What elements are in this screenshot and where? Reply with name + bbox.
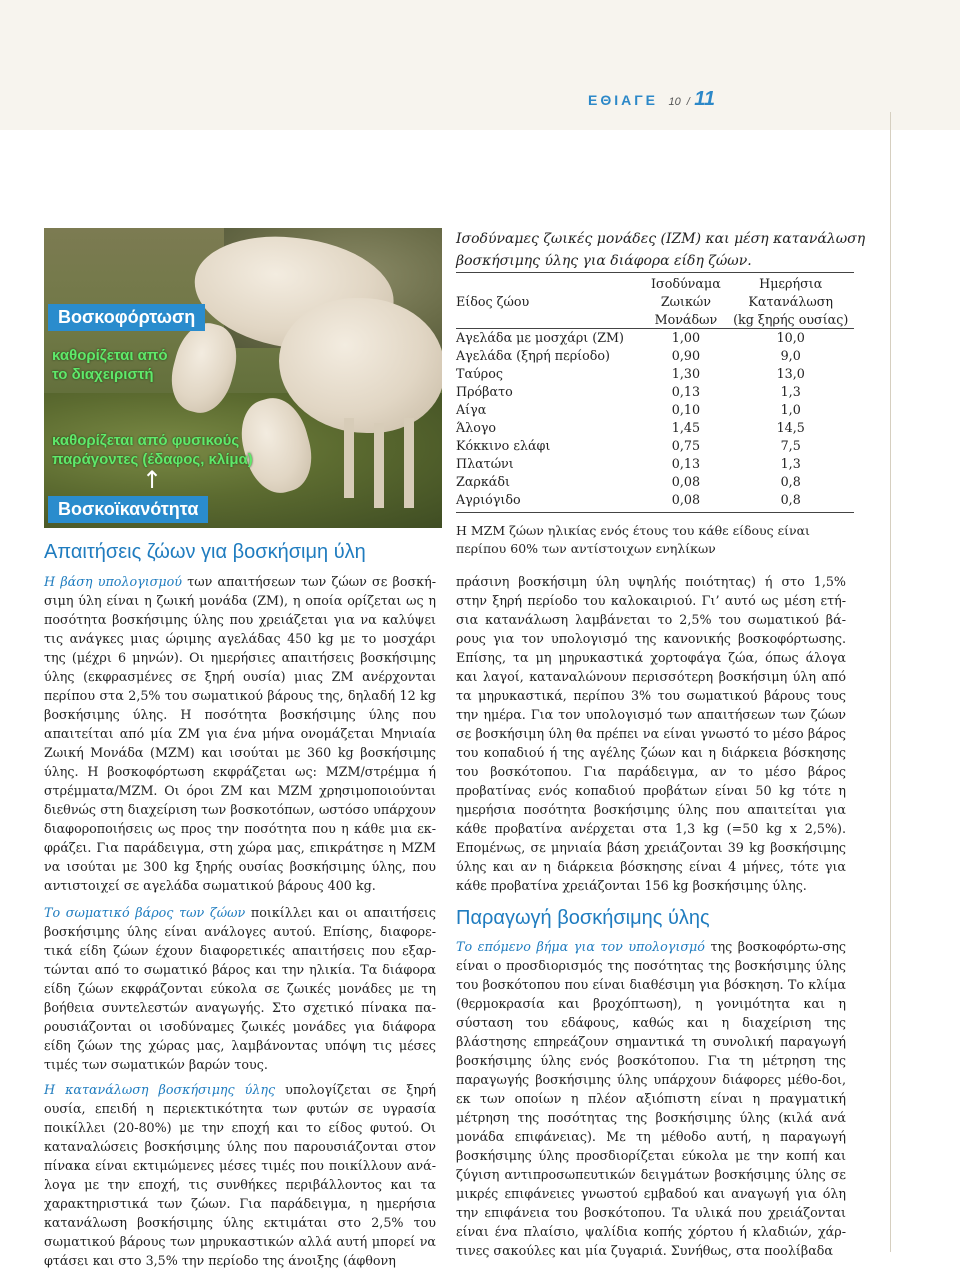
paragraph: Η κατανάλωση βοσκήσιμης ύλης υπολογίζεται σε ξηρή ουσία, επειδή η περιεκτικότητα των φυτών σε υγρασία ποικίλλει (20-80%) με την εποχή και το είδος φυτού. Οι καταναλώσεις βοσκήσιμης ύλης που παρουσιάζονται στον πίνακα είναι εκτιμώμενες μέσες τιμές που ποικίλλουν ανά-λογα με την εποχή, τις συνθήκες περιβάλλοντος και τα χαρακτηριστικά των ζώων. Για παράδειγμα, η ημερήσια κατανάλωση βοσκήσιμης ύλης εκτιμάται στο 2,5% του σωματικού βάρους των μηρυκαστικών αλλά αυτή μπορεί να φτάσει και στο 3,5% την περίοδο της άνοιξης (άφθονη <box>44 1082 436 1268</box>
paragraph: Το επόμενο βήμα για τον υπολογισμό της βοσκοφόρτω-σης είναι ο προσδιορισμός της ποσότητας της βοσκήσιμης ύλης του βοσκότοπου που είναι διαθέσιμη για βόσκηση. Το κλίμα (θερμοκρασία και βροχόπτωση), η γονιμότητα και η σύσταση του εδάφους, καθώς και η διαχείριση της βλάστησης επηρεάζουν σημαντικά τη συνολική παραγωγή βοσκήσιμης ύλης ενός βοσκότοπου. Για τη μέτρηση της παραγωγής βοσκήσιμης ύλης υπάρχουν διάφορες μέθο-δοι, εκ των οποίων η πλέον αξιόπιστη είναι η πραγματική μέτρηση της ποσότητας της βοσκήσιμης ύλης (κιλά ανά μονάδα επιφάνειας). Με τη μέθοδο αυτή, η παραγωγή βοσκήσιμης ύλης προσδιορίζεται εύκολα με την κοπή και ζύγιση αντιπροσωπευτικών δειγμάτων βοσκήσιμης ύλης σε μικρές επιφάνειες γνωστού εμβαδού και αναγωγή για όλη την επιφάνεια του βοσκότοπου. Τα υλικά που χρειάζονται είναι ένα πλαίσιο, ψαλίδια κοπής χόρτου ή κλαδιών, χάρ-τινες σακούλες και μία ζυγαριά. Συνήθως, στα ποολίβαδα <box>456 939 846 1258</box>
paragraph: Το σωματικό βάρος των ζώων ποικίλλει και οι απαιτήσεις βοσκήσιμης ύλης είναι ανάλογες αυτού. Επίσης, διαφορε-τικά είδη ζώων έχουν διαφορετικές απαιτήσεις που εξαρ-τώνται από το σωματικό βάρος και την ηλικία. Τα διάφορα είδη ζώων εκφράζονται εύκολα σε ζωικές μονάδες με τη βοήθεια συντελεστών αναγωγής. Στο σχετικό πίνακα πα-ρουσιάζονται οι ισοδύναμες ζωικές μονάδες για διάφορα είδη ζώων της χώρας μας, λαμβάνοντας υπόψη τις μέσες τιμές των σωματικών βαρών τους. <box>44 905 436 1072</box>
table-row: Πρόβατο 0,13 1,3 <box>456 383 801 399</box>
right-column-text-2 <box>456 937 846 1266</box>
table-header-rule <box>456 328 854 329</box>
table-row: Αγελάδα (ξηρή περίοδο) 0,90 9,0 <box>456 347 801 363</box>
table-row: Ταύρος 1,30 13,0 <box>456 365 805 381</box>
table-bottom-rule <box>456 512 854 513</box>
header-slash: / <box>686 96 690 108</box>
label-set-by-manager: καθορίζεται από το διαχειριστή <box>52 347 168 383</box>
label-grazing-capacity-load: Βοσκοφόρτωση <box>48 304 205 331</box>
header-section: ΕΘΙΑΓΕ <box>588 92 659 108</box>
table-row: Άλογο 1,45 14,5 <box>456 419 805 435</box>
section-heading: Παραγωγή βοσκήσιμης ύλης <box>456 907 710 929</box>
header-total-pages: 11 <box>694 88 715 110</box>
header-band <box>0 0 960 130</box>
table-caption: Ισοδύναμες ζωικές μονάδες (ΙΖΜ) και μέση κατανάλωση βοσκήσιμης ύλης για διάφορα είδη ζώων. <box>456 231 866 269</box>
table-row: Ζαρκάδι 0,08 0,8 <box>456 473 801 489</box>
table-row: Αγριόγιδο 0,08 0,8 <box>456 491 801 507</box>
running-header <box>588 88 715 111</box>
up-arrow-icon: ↑ <box>142 466 163 494</box>
label-grazing-capacity: Βοσκοϊκανότητα <box>48 496 208 523</box>
table-header-species: Είδος ζώου <box>456 293 530 309</box>
left-column-text <box>44 572 436 1276</box>
column-divider <box>890 112 891 1252</box>
table-row: Κόκκινο ελάφι 0,75 7,5 <box>456 437 801 453</box>
table-row: Αίγα 0,10 1,0 <box>456 401 801 417</box>
table-footnote: Η ΜΖΜ ζώων ηλικίας ενός έτους του κάθε είδους είναι περίπου 60% των αντίστοιχων ενηλίκων <box>456 523 810 556</box>
paragraph: Η βάση υπολογισμού των απαιτήσεων των ζώων σε βοσκή-σιμη ύλη είναι η ζωική μονάδα (ΖΜ), η οποία ορίζεται ως η ποσότητα βοσκήσιμης ύλης που χρειάζεται για να καλύψει τις ανάγκες μιας ώριμης αγελάδας 450 kg με το μοσχάρι της (μέχρι 6 μηνών). Οι ημερήσιες απαιτήσεις βοσκήσιμης ύλης (εκφρασμένες σε ξηρή ουσία) μιας ΖΜ ανέρχονται περίπου στα 2,5% του σωματικού βάρους της, δηλαδή 12 kg βοσκήσιμης ύλης. Η ποσότητα βοσκήσιμης ύλης που απαιτείται από μία ΖΜ για ένα μήνα ονομάζεται Μηνιαία Ζωική Μονάδα (ΜΖΜ) και ισούται με 360 kg βοσκήσιμης ύλης. Η βοσκοφόρτωση εκφράζεται ως: ΜΖΜ/στρέμμα ή στρέμματα/ΜΖΜ. Οι όροι ΖΜ και ΜΖΜ χρησιμοποιούνται διεθνώς στη διαχείριση των βοσκοτόπων, ωστόσο υπάρχουν διαφοροποιήσεις ως προς την ποσότητα που η κάθε μια εκ-φράζει. Για παράδειγμα, στη χώρα μας, επικράτησε η ΜΖΜ να ισούται με 300 kg ξηρής ουσίας βοσκήσιμης ύλης, που αντιστοιχεί σε αγελάδα σωματικού βάρους 400 kg. <box>44 574 436 893</box>
header-page-number: 10 <box>668 96 681 108</box>
paragraph: πράσινη βοσκήσιμη ύλη υψηλής ποιότητας) ή στο 1,5% στην ξηρή περίοδο του καλοκαιριού. Γι’ αυτό ως μέση ετή-σια κατανάλωση λαμβάνεται το 2,5% του σωματικού βά-ρους για τον υπολογισμό της κανονικής βοσκοφόρτωσης. Επίσης, τα μη μηρυκαστικά χορτοφάγα ζώα, όπως άλογα και λαγοί, καταναλώνουν περισσότερη βοσκήσιμη ύλη από τα μηρυκαστικά, περίπου 3% του σωματικού βάρους τους την ημέρα. Για τον υπολογισμό των απαιτήσεων των ζώων σε βοσκήσιμη ύλη θα πρέπει να είναι γνωστό το μέσο βάρος του κοπαδιού ή της αγέλης ζώων και η διάρκεια βόσκησης του βοσκότοπου. Για παράδειγμα, αν το μέσο βάρος προβατίνας ενός κοπαδιού προβάτων είναι 50 kg τότε η ημερήσια ποσότητα βοσκήσιμης ύλης που απαιτείται για κάθε προβατίνα ανέρχεται στα 1,3 kg (=50 kg x 2,5%). Επομένως, σε μηνιαία βάση χρειάζονται 39 kg βοσκήσιμης ύλης και αν η διάρκεια βόσκησης είναι 4 μήνες, τότε για κάθε προβατίνα χρειάζονται 156 kg βοσκήσιμης ύλης. <box>456 574 846 893</box>
label-set-by-natural-factors: καθορίζεται από φυσικούς παράγοντες (έδαφος, κλίμα) <box>52 432 253 468</box>
table-row: Πλατώνι 0,13 1,3 <box>456 455 801 471</box>
table-top-rule <box>456 272 854 273</box>
right-column-text <box>456 572 846 901</box>
animal-units-table: Ισοδύναμα Ημερήσια Είδος ζώου Ζωικών Κατανάλωση Μονάδων (kg ξηρής ουσίας) Αγελάδα με μοσχάρι (ΖΜ) 1,00 10,0 Αγελάδα (ξηρή περίοδο) 0,90 9,0 Ταύρος 1,30 13,0 Πρόβατο 0,13 1,3 Αίγα 0,10 1,0 Άλογο 1,45 14,5 Κόκκινο ελάφι 0,75 7,5 Πλατώνι 0,13 1,3 Ζαρκάδι 0,08 0,8 Αγριόγιδο 0,08 0,8 <box>456 274 856 508</box>
table-row: Αγελάδα με μοσχάρι (ΖΜ) 1,00 10,0 <box>456 329 805 345</box>
sheep-grazing-photo <box>44 228 442 528</box>
section-heading: Απαιτήσεις ζώων για βοσκήσιμη ύλη <box>44 541 366 563</box>
